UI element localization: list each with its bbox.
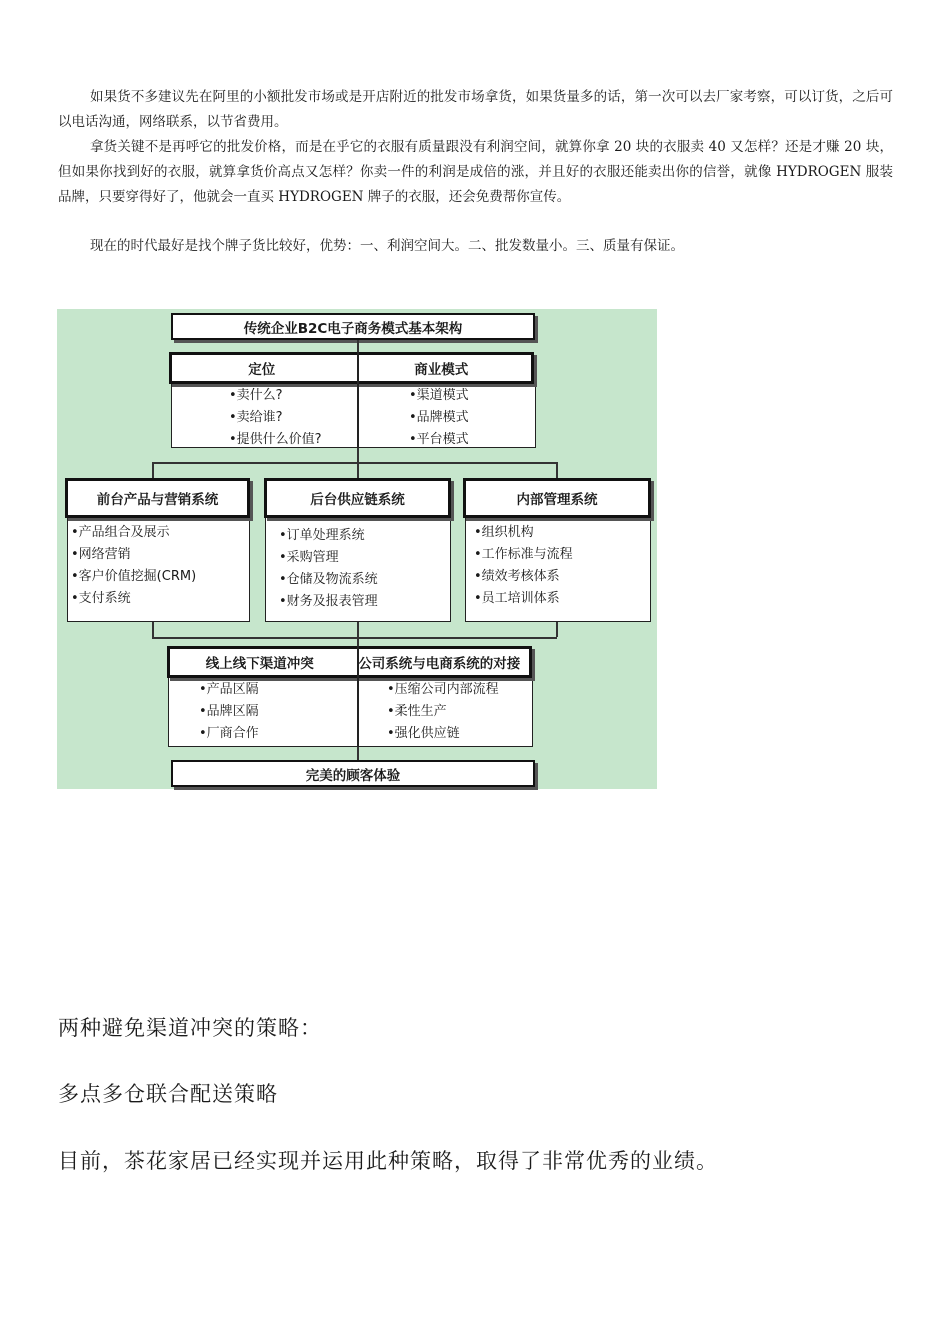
positioning-model-box: [171, 381, 536, 448]
b2c-architecture-diagram: [57, 309, 657, 789]
front-system-header: 前台产品与营销系统: [65, 478, 250, 518]
system-integration-label: 公司系统与电商系统的对接: [358, 656, 521, 672]
strategy-name: 多点多仓联合配送策略: [58, 1082, 278, 1106]
positioning-model-header: [169, 352, 534, 384]
internal-system-items: •组织机构 •工作标准与流程 •绩效考核体系 •员工培训体系: [474, 525, 573, 606]
channel-integration-header: [167, 646, 532, 678]
strategy-result: 目前，茶花家居已经实现并运用此种策略，取得了非常优秀的业绩。: [58, 1149, 718, 1173]
business-model-items: •渠道模式 •品牌模式 •平台模式: [409, 388, 469, 447]
positioning-label: 定位: [248, 362, 276, 378]
paragraph-1: 如果货不多建议先在阿里的小额批发市场或是开店附近的批发市场拿货，如果货量多的话，第一次可以去厂家考察，可以订货，之后可以电话沟通，网络联系，以节省费用。: [58, 89, 893, 130]
business-model-label: 商业模式: [414, 362, 469, 378]
positioning-items: •卖什么? •卖给谁? •提供什么价值?: [229, 388, 322, 447]
channel-conflict-label: 线上线下渠道冲突: [205, 656, 314, 672]
internal-system-header: 内部管理系统: [463, 478, 651, 518]
strategy-heading: 两种避免渠道冲突的策略：: [58, 1016, 322, 1040]
customer-experience-box: 完美的顾客体验: [171, 760, 535, 787]
system-integration-items: •压缩公司内部流程 •柔性生产 •强化供应链: [387, 682, 499, 741]
diagram-title: 传统企业B2C电子商务模式基本架构: [171, 313, 535, 340]
front-system-items: •产品组合及展示 •网络营销 •客户价值挖掘(CRM) •支付系统: [71, 525, 197, 606]
back-system-header: 后台供应链系统: [264, 478, 451, 518]
channel-conflict-items: •产品区隔 •品牌区隔 •厂商合作: [199, 682, 259, 741]
paragraph-3: 现在的时代最好是找个牌子货比较好，优势：一、利润空间大。二、批发数量小。三、质量有保证。: [90, 238, 684, 254]
paragraph-2: 拿货关键不是再呼它的批发价格，而是在乎它的衣服有质量跟没有利润空间，就算你拿 20 块的衣服卖 40 又怎样？还是才赚 20 块，但如果你找到好的衣服，就算拿货价高点又怎样？你卖一件的利润是成倍的涨，并且好的衣服还能卖出你的信誉，就像 HYDROGEN 服装 品牌，只要穿得好了，他就会一直买 HYDROGEN 牌子的衣服，还会免费帮你宣传。: [58, 139, 893, 205]
back-system-items: •订单处理系统 •采购管理 •仓储及物流系统 •财务及报表管理: [279, 528, 378, 609]
